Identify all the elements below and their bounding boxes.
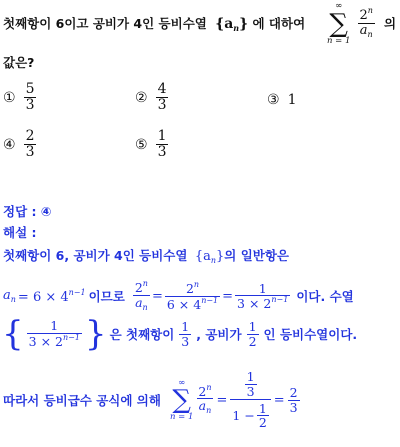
question-line2: 값은? — [3, 55, 35, 70]
question-text — [3, 14, 305, 33]
solution-line1: 첫째항이 6, 공비가 4인 등비수열 $\{a_n\}$의 일반항은 — [3, 248, 290, 265]
option-3[interactable]: ③ 1 — [267, 92, 297, 108]
explanation-label: 해설 : — [3, 225, 37, 240]
answer-label: 정답 : ④ — [3, 204, 52, 219]
sigma-symbol: ∞ ∑ n = 1 — [327, 1, 351, 46]
sum-fraction: $\frac{2^n}{a_n}$ — [359, 5, 373, 40]
question-after: 에 대하여 — [252, 16, 306, 31]
solution-final-line: 따라서 등비급수 공식에 의해 ∞ ∑ n = 1 $\frac{2^n}{a_n}$ = $\frac{1}{3}$ 1 − $\frac{1}{2}$ = $\frac{2}{3}$ — [3, 369, 298, 431]
option-4[interactable]: ④ $\frac{2}{3}$ — [3, 128, 35, 161]
option-5[interactable]: ⑤ $\frac{1}{3}$ — [135, 128, 167, 161]
sequence-symbol: $\{a_n\}$ — [215, 16, 249, 33]
solution-general-term: $a_n$ = $6 \times 4^{n-1}$ 이므로 $\frac{2^n}{a_n}$ = $\frac{2^n}{6 \times 4^{n-1}}$ = $\frac{1}{3 \times 2^{n-1}}$ 이다. 수열 — [3, 279, 354, 312]
option-1[interactable]: ① $\frac{5}{3}$ — [3, 81, 35, 114]
question-intro: 첫째항이 6이고 공비가 4인 등비수열 — [3, 16, 207, 31]
option-2[interactable]: ② $\frac{4}{3}$ — [135, 81, 167, 114]
solution-sequence-line: { $\frac{1}{3 \times 2^{n-1}}$ } 은 첫째항이 $\frac{1}{3}$ , 공비가 $\frac{1}{2}$ 인 등비수열이다. — [2, 314, 358, 354]
sum-expression — [327, 2, 375, 45]
question-tail: 의 — [384, 16, 397, 31]
